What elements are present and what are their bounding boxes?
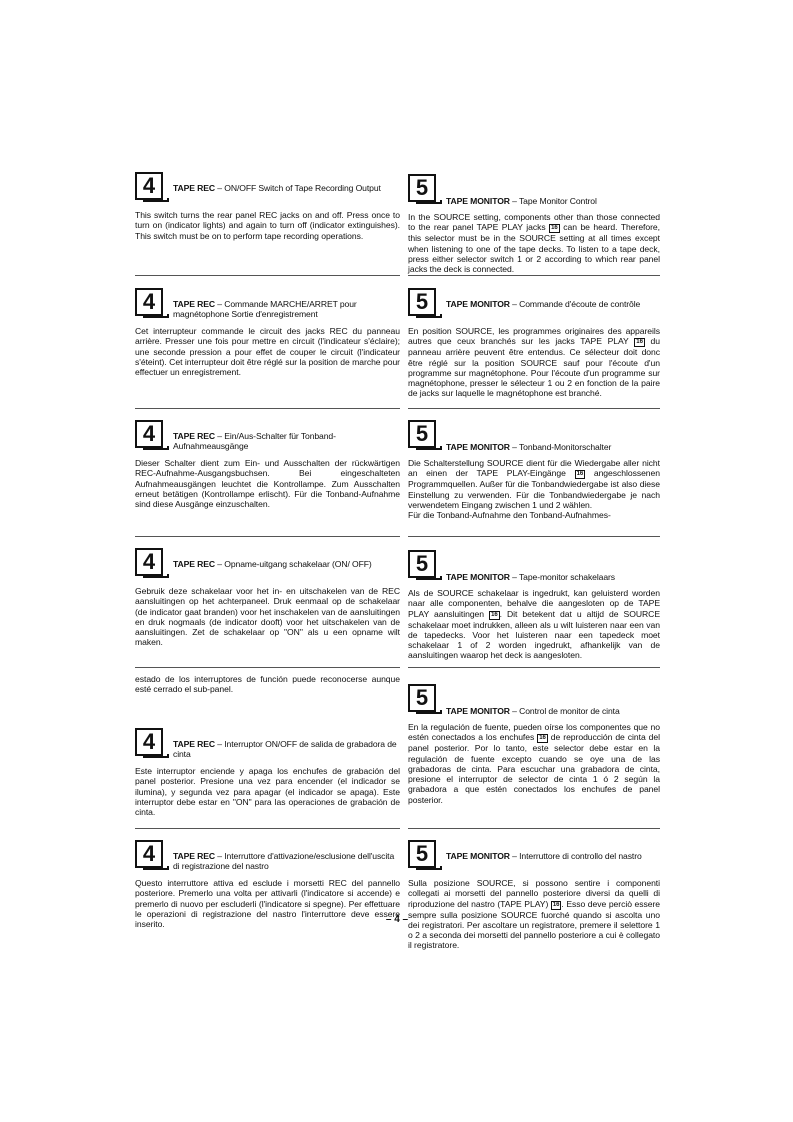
section-number-badge: 5 (408, 174, 436, 202)
page-number: – 4 – (385, 914, 409, 925)
section-title: TAPE REC – Ein/Aus-Schalter für Tonband-Aufnahmeausgänge (173, 431, 336, 451)
tape-rec-de (135, 420, 400, 509)
section-number-badge: 4 (135, 548, 163, 576)
section-body: Cet interrupteur commande le circuit des jacks REC du panneau arrière. Presser une fois pour mettre en circuit (l'indicateur s'éclaire); une seconde pression a pour effet de couper le circuit (l'indicateur s'éteint). Cet interrupteur doit être réglé sur la position de marche pour effectuer un enregistrement. (135, 326, 400, 378)
section-title: TAPE REC – Opname-uitgang schakelaar (ON/ OFF) (173, 559, 372, 569)
section-divider (135, 828, 400, 829)
continued-text: estado de los interruptores de función puede reconocerse aunque esté cerrado el sub-panel. (135, 674, 400, 695)
section-number-badge: 4 (135, 728, 163, 756)
section-divider (135, 536, 400, 537)
section-header (408, 420, 660, 458)
section-body: Dieser Schalter dient zum Ein- und Ausschalten der rückwärtigen REC-Aufnahme-Ausgangsbuchsen. Bei eingeschalteten Aufnahmeausgängen leuchtet die Kontrollampe. Zum Ausschalten erneut betätigen (Kontrollampe erlischt). Für die Tonband-Aufnahme sind diese Ausgänge einzuschalten. (135, 458, 400, 510)
section-number-badge: 4 (135, 288, 163, 316)
section-title: TAPE MONITOR – Tape Monitor Control (446, 196, 597, 206)
section-divider (408, 408, 660, 409)
section-divider (408, 536, 660, 537)
section-header (408, 840, 660, 878)
section-title: TAPE MONITOR – Tape-monitor schakelaars (446, 572, 615, 582)
section-number-badge: 4 (135, 172, 163, 200)
section-header (135, 728, 400, 766)
tape-monitor-it (408, 840, 660, 951)
section-header (135, 548, 400, 586)
tape-monitor-de (408, 420, 660, 520)
section-header (135, 288, 400, 326)
section-body: En position SOURCE, les programmes originaires des appareils autres que ceux branchés sur les jacks TAPE PLAY 16 du panneau arrière peuvent être entendus. Ce sélecteur doit donc être réglé sur la position SOURCE sauf pour l'écoute d'un programme sur magnétophone. Pour l'écoute d'un programme sur magnétophone, presser le sélecteur 1 ou 2 en fonction de la paire de jacks sur laquelle le magnétophone est branché. (408, 326, 661, 399)
tape-rec-es (135, 728, 400, 817)
tape-monitor-fr (408, 288, 660, 399)
section-title: TAPE MONITOR – Interruttore di controllo del nastro (446, 851, 642, 861)
section-title: TAPE REC – ON/OFF Switch of Tape Recording Output (173, 183, 381, 193)
tape-monitor-es (408, 684, 660, 805)
section-body: Gebruik deze schakelaar voor het in- en uitschakelen van de REC aansluitingen op het achterpaneel. Druk eenmaal op de schakelaar (de indicator gaat branden) voor het inschakelen van de aansluitingen en druk nogmaals (de indicator dooft) voor het uitschakelen van de aansluitingen. Zet de schakelaar op "ON" als u een opname wilt maken. (135, 586, 400, 648)
section-divider (408, 667, 660, 668)
section-number-badge: 5 (408, 420, 436, 448)
section-header (135, 172, 400, 210)
jack-reference-label: 16 (552, 901, 560, 908)
section-body: In the SOURCE setting, components other than those connected to the rear panel TAPE PLAY jacks 16 can be heard. Therefore, this selector must be in the SOURCE setting at all times except when listening to one of the tape decks. To listen to a tape deck, press either selector switch 1 or 2 according to which rear panel jacks the deck is connected. (408, 212, 660, 275)
jack-reference-label: 16 (491, 611, 498, 618)
tape-rec-en (135, 172, 400, 241)
section-title: TAPE MONITOR – Control de monitor de cinta (446, 706, 620, 716)
tape-rec-fr (135, 288, 400, 377)
tape-rec-nl (135, 548, 400, 648)
jack-reference-label: 16 (551, 225, 558, 232)
tape-monitor-nl (408, 550, 660, 661)
jack-reference-label: 16 (636, 339, 643, 346)
section-divider (135, 408, 400, 409)
section-title: TAPE REC – Interruptor ON/OFF de salida de grabadora de cinta (173, 739, 397, 759)
section-body-continued: Für die Tonband-Aufnahme den Tonband-Aufnahmes- (408, 510, 611, 521)
section-number-badge: 4 (135, 840, 163, 868)
tape-rec-it (135, 840, 400, 929)
section-number-badge: 5 (408, 840, 436, 868)
section-body: Sulla posizione SOURCE, si possono sentire i componenti collegati ai morsetti del pannello posteriore diversi da quelli di riproduzione del nastro (TAPE PLAY) 16 . Esso deve perciò essere sempre sulla posizione SOURCE fuorché quando si ascolta uno dei registratori. Per ascoltare un registratore, premere il selettore 1 o 2 a seconda dei morsetti del pannello posteriore a cui è collegato il registratore. (408, 878, 660, 951)
section-title: TAPE REC – Interruttore d'attivazione/esclusione dell'uscita di registrazione del nastro (173, 851, 395, 871)
section-number-badge: 4 (135, 420, 163, 448)
section-body: Este interruptor enciende y apaga los enchufes de grabación del panel posterior. Presione una vez para encender (el indicador se ilumina), y segunda vez para apagar (el indicador se apaga). Este interruptor debe estar en "ON" para las operaciones de grabación de cinta. (135, 766, 400, 818)
tape-monitor-en (408, 174, 660, 274)
jack-reference-label: 16 (576, 471, 584, 478)
section-header (408, 288, 660, 326)
section-header (135, 420, 400, 458)
section-body: Als de SOURCE schakelaar is ingedrukt, kan geluisterd worden naar alle componenten, behalve die aangesloten op de TAPE PLAY aansluitingen 16 . Dit betekent dat u altijd de SOURCE schakelaar moet indrukken, alleen als u wilt luisteren naar een van de tapedecks. Voor het luisteren naar een tapedeck moet schakelaar 1 of 2 worden ingedrukt, afhankelijk van de aansluitingen waarop het deck is aangesloten. (408, 588, 660, 661)
section-title: TAPE MONITOR – Tonband-Monitorschalter (446, 442, 612, 452)
section-header (408, 550, 660, 588)
section-divider (408, 275, 660, 276)
section-number-badge: 5 (408, 684, 436, 712)
function-switch-note-es (135, 674, 400, 695)
section-body: En la regulación de fuente, pueden oírse los componentes que no estén conectados a los enchufes 16 de reproducción de cinta del panel posterior. Por lo tanto, este selector debe estar en la regulación de fuente excepto cuando se oye una de las grabadoras de cinta. Para escuchar una grabadora de cinta, presione el interruptor de selector de cinta 1 ó 2 según la grabadora a que estén conectados los enchufes de panel posterior. (408, 722, 660, 805)
section-divider (408, 828, 660, 829)
section-body: Die Schalterstellung SOURCE dient für die Wiedergabe aller nicht an einen der TAPE PLAY-Eingänge 16 angeschlossenen Programmquellen. Außer für die Tonbandwiedergabe ist also diese Einstellung zu verwenden. Für die Tonbandwiedergabe je nach verwendetem Eingang zwischen 1 und 2 wählen. (408, 458, 660, 510)
section-number-badge: 5 (408, 550, 436, 578)
section-header (135, 840, 400, 878)
section-number-badge: 5 (408, 288, 436, 316)
section-header (408, 174, 660, 212)
section-divider (135, 275, 400, 276)
section-title: TAPE MONITOR – Commande d'écoute de contrôle (446, 299, 641, 309)
section-divider (135, 667, 400, 668)
section-title: TAPE REC – Commande MARCHE/ARRET pour magnétophone Sortie d'enregistrement (173, 299, 357, 319)
section-body: This switch turns the rear panel REC jacks on and off. Press once to turn on (indicator lights) and again to turn off (indicator extinguishes). This switch must be on to perform tape recording operations. (135, 210, 400, 241)
section-header (408, 684, 660, 722)
section-body: Questo interruttore attiva ed esclude i morsetti REC del pannello posteriore. Premerlo una volta per attivarli (l'indicatore si accende) e premerlo di nuovo per escluderli (l'indicatore si spegne). Per effettuare le operazioni di registrazione del nastro l'interruttore deve essere inserito. (135, 878, 400, 930)
jack-reference-label: 16 (539, 735, 546, 742)
